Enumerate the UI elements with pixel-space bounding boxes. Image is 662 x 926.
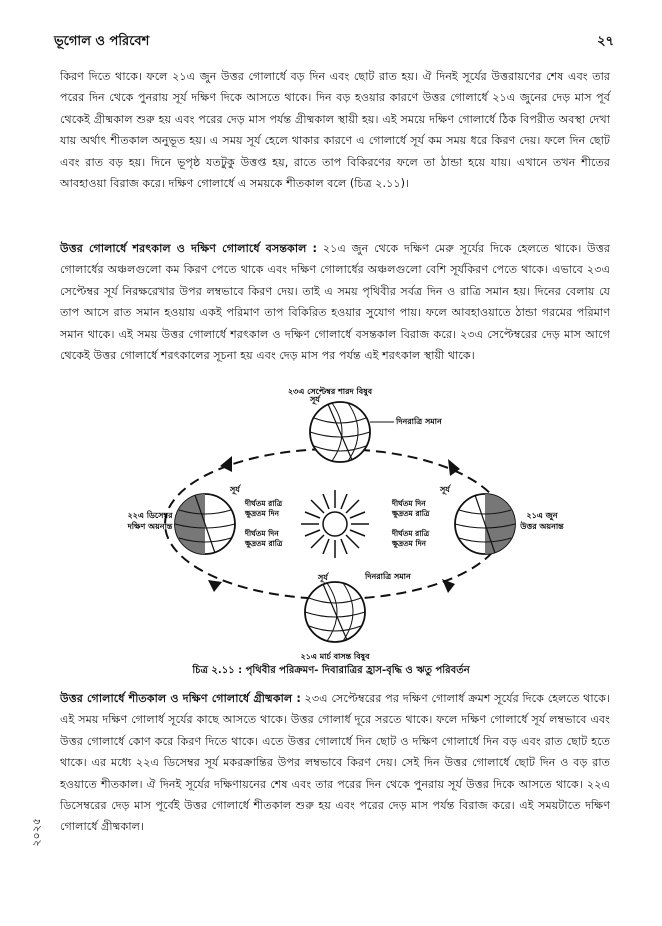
left-inner-3: দীর্ঘতম দিন	[245, 529, 279, 538]
earth-top	[310, 402, 370, 462]
right-label-1: ২১এ জুন	[526, 511, 558, 520]
orbit-arrow-bottom-left	[208, 580, 222, 592]
paragraph-1: কিরণ দিতে থাকে। ফলে ২১এ জুন উত্তর গোলার্ধে বড় দিন এবং ছোট রাত হয়। ঐ দিনই সূর্যের উত্তরায়ণের শেষ এবং তার পরের দিন থেকে পুনরায় সূর্য দক্ষিণ দিকে আসতে থাকে। দিন বড় হওয়ার কারণে উত্তর গোলার্ধে ২১এ জুনের দেড় মাস পূর্ব থেকেই গ্রীষ্মকাল শুরু হয় এবং পরের দেড় মাস পর্যন্ত গ্রীষ্মকাল স্থায়ী হয়। এই সময়ে দক্ষিণ গোলার্ধে ঠিক বিপরীত অবস্থা দেখা যায় অর্থাৎ শীতকাল অনুভূত হয়। এ সময় সূর্য হেলে থাকার কারণে এ গোলার্ধে সূর্য কম সময় ধরে কিরণ দেয়। ফলে দিন ছোট এবং রাত বড় হয়। দিনে ভূপৃষ্ঠ যতটুকু উত্তপ্ত হয়, রাতে তাপ বিকিরণের ফলে তা ঠান্ডা হয়ে যায়। এখানে তখন শীতের আবহাওয়া বিরাজ করে। দক্ষিণ গোলার্ধে এ সময়কে শীতকাল বলে (চিত্র ২.১১)।	[60, 70, 610, 191]
sun-label-right: সূর্য	[440, 485, 450, 494]
orbit-arrow-top-right	[448, 459, 460, 476]
orbit-diagram	[110, 384, 580, 661]
orbit-arrow-bottom-right	[442, 579, 455, 593]
sun-label-bottom: সূর্য	[318, 573, 328, 582]
left-label-2: দক্ষিণ অয়নান্ত	[127, 522, 173, 531]
running-title: ভূগোল ও পরিবেশ	[54, 34, 150, 49]
orbit-arrow-top-left	[220, 456, 232, 472]
left-inner-1: দীর্ঘতম রাত্রি	[245, 499, 283, 508]
right-label-2: উত্তর অয়নান্ত	[520, 522, 564, 531]
sun-label-top: সূর্য	[310, 395, 320, 404]
page-header	[54, 32, 614, 52]
paragraph-2-heading: উত্তর গোলার্ধে শরৎকাল ও দক্ষিণ গোলার্ধে বসন্তকাল :	[60, 242, 318, 255]
figure-caption: চিত্র ২.১১ : পৃথিবীর পরিক্রমণ- দিবারাত্রির হ্রাস-বৃদ্ধি ও ঋতু পরিবর্তন	[192, 665, 470, 676]
left-inner-2: ক্ষুদ্রতম দিন	[245, 509, 280, 518]
bottom-label: ২১এ মার্চ বাসন্ত বিষুব	[300, 652, 370, 661]
right-inner-2: ক্ষুদ্রতম রাত্রি	[392, 509, 430, 518]
earth-orbit-figure	[110, 384, 580, 661]
right-inner-3: দীর্ঘতম রাত্রি	[392, 529, 430, 538]
earth-left	[175, 494, 235, 554]
top-label: ২৩এ সেপ্টেম্বর শারদ বিষুব	[287, 387, 373, 396]
left-inner-4: ক্ষুদ্রতম রাত্রি	[245, 539, 283, 548]
paragraph-2	[60, 238, 610, 366]
paragraph-3-body: ২৩এ সেপ্টেম্বরের পর দক্ষিণ গোলার্ধ ক্রমশ সূর্যের দিকে হেলতে থাকে। এই সময় দক্ষিণ গোলার্ধ সূর্যের কাছে আসতে থাকে। উত্তর গোলার্ধ দূরে সরতে থাকে। ফলে দক্ষিণ গোলার্ধে সূর্য লম্বভাবে এবং উত্তর গোলার্ধে কোণ করে কিরণ দিতে থাকে। এতে উত্তর গোলার্ধে দিন ছোট ও দক্ষিণ গোলার্ধে দিন বড় এবং রাত ছোট হতে থাকে। এর মধ্যে ২২এ ডিসেম্বর সূর্য মকরক্রান্তির উপর লম্বভাবে কিরণ দেয়। সেই দিন উত্তর গোলার্ধে ছোট দিন ও বড় রাত হওয়াতে শীতকাল। ঐ দিনই সূর্যের দক্ষিণায়নের শেষ এবং তার পরের দিন থেকে পুনরায় সূর্য উত্তর দিকে আসতে থাকে। ২২এ ডিসেম্বরের দেড় মাস পূর্বেই উত্তর গোলার্ধে শীতকাল শুরু হয় এবং পরের দেড় মাস পর্যন্ত বিরাজ করে। এই সময়টাতে দক্ষিণ গোলার্ধে গ্রীষ্মকাল।	[60, 692, 610, 834]
paragraph-3-heading: উত্তর গোলার্ধে শীতকাল ও দক্ষিণ গোলার্ধে গ্রীষ্মকাল :	[60, 692, 301, 705]
earth-bottom	[305, 582, 365, 642]
page-number: ২৭	[597, 34, 614, 49]
earth-right	[455, 494, 515, 554]
sun-label-left: সূর্য	[230, 485, 240, 494]
bottom-note: দিনরাত্রি সমান	[365, 572, 411, 581]
right-inner-1: দীর্ঘতম দিন	[392, 499, 426, 508]
right-inner-4: ক্ষুদ্রতম দিন	[392, 539, 427, 548]
paragraph-3	[60, 688, 610, 838]
left-label-1: ২২এ ডিসেম্বর	[127, 511, 173, 520]
sun	[301, 490, 369, 558]
paragraph-2-body: ২১এ জুন থেকে দক্ষিণ মেরু সূর্যের দিকে হেলতে থাকে। উত্তর গোলার্ধের অঞ্চলগুলো কম কিরণ পেতে থাকে এবং দক্ষিণ গোলার্ধের অঞ্চলগুলো বেশি সূর্যকিরণ পেতে থাকে। এভাবে ২৩এ সেপ্টেম্বর সূর্য নিরক্ষরেখার উপর লম্বভাবে কিরণ দেয়। তাই এ সময় পৃথিবীর সর্বত্র দিন ও রাত্রি সমান হয়। দিনের বেলায় যে তাপ আসে রাত সমান হওয়ায় একই পরিমাণ তাপ বিকিরিত হওয়ার সুযোগ পায়। ফলে আবহাওয়াতে ঠান্ডা গরমের পরিমাণ সমান থাকে। এই সময় উত্তর গোলার্ধে শরৎকাল ও দক্ষিণ গোলার্ধে বসন্তকাল বিরাজ করে। ২৩এ সেপ্টেম্বরের দেড় মাস আগে থেকেই উত্তর গোলার্ধে শরৎকালের সূচনা হয় এবং দেড় মাস পর পর্যন্ত এই শরৎকাল স্থায়ী থাকে।	[60, 242, 610, 363]
top-note: দিনরাত্রি সমান	[396, 417, 442, 426]
margin-year-note: ২০২৫	[30, 818, 43, 847]
